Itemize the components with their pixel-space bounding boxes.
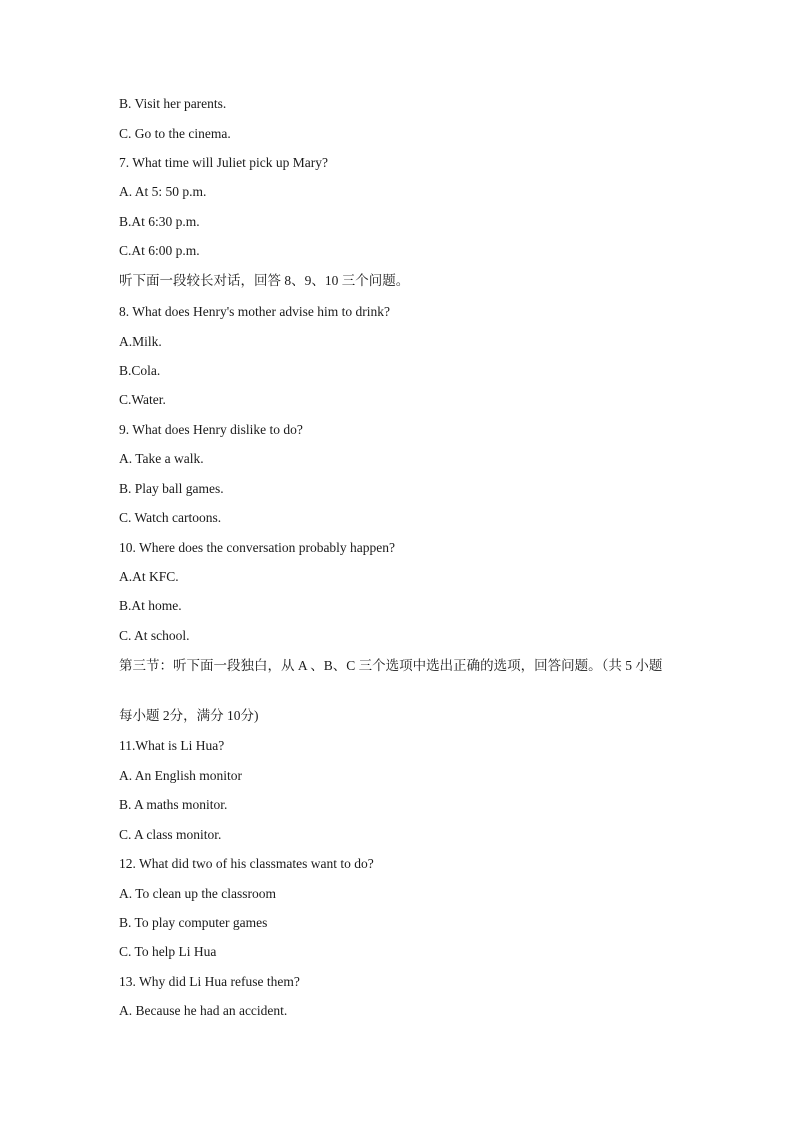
question-12: 12. What did two of his classmates want to do?	[119, 856, 374, 871]
option-12c: C. To help Li Hua	[119, 944, 217, 959]
option-7c: C.At 6:00 p.m.	[119, 243, 200, 258]
option-9b: B. Play ball games.	[119, 481, 224, 496]
option-8a: A.Milk.	[119, 334, 162, 349]
option-12b: B. To play computer games	[119, 915, 268, 930]
option-6b: B. Visit her parents.	[119, 96, 227, 111]
option-11c: C. A class monitor.	[119, 827, 222, 842]
section-instruction-8-10: 听下面一段较长对话，回答 8、9、10 三个问题。	[119, 273, 410, 288]
option-9c: C. Watch cartoons.	[119, 510, 222, 525]
option-11a: A. An English monitor	[119, 768, 243, 783]
question-13: 13. Why did Li Hua refuse them?	[119, 974, 300, 989]
option-8c: C.Water.	[119, 392, 166, 407]
question-8: 8. What does Henry's mother advise him to drink?	[119, 304, 391, 319]
option-13a: A. Because he had an accident.	[119, 1003, 288, 1018]
option-11b: B. A maths monitor.	[119, 797, 228, 812]
option-6c: C. Go to the cinema.	[119, 126, 231, 141]
option-7b: B.At 6:30 p.m.	[119, 214, 200, 229]
option-10c: C. At school.	[119, 628, 190, 643]
question-7: 7. What time will Juliet pick up Mary?	[119, 155, 328, 170]
option-8b: B.Cola.	[119, 363, 161, 378]
option-7a: A. At 5: 50 p.m.	[119, 184, 207, 199]
section-3-heading: 第三节：听下面一段独白，从 A 、B、C 三个选项中选出正确的选项，回答问题。（共 5 小题	[119, 658, 663, 673]
option-10b: B.At home.	[119, 598, 182, 613]
option-12a: A. To clean up the classroom	[119, 886, 277, 901]
question-10: 10. Where does the conversation probably happen?	[119, 540, 396, 555]
question-9: 9. What does Henry dislike to do?	[119, 422, 303, 437]
section-3-scoring: 每小题 2分，满分 10分)	[119, 708, 259, 723]
option-10a: A.At KFC.	[119, 569, 179, 584]
option-9a: A. Take a walk.	[119, 451, 204, 466]
question-11: 11.What is Li Hua?	[119, 738, 225, 753]
